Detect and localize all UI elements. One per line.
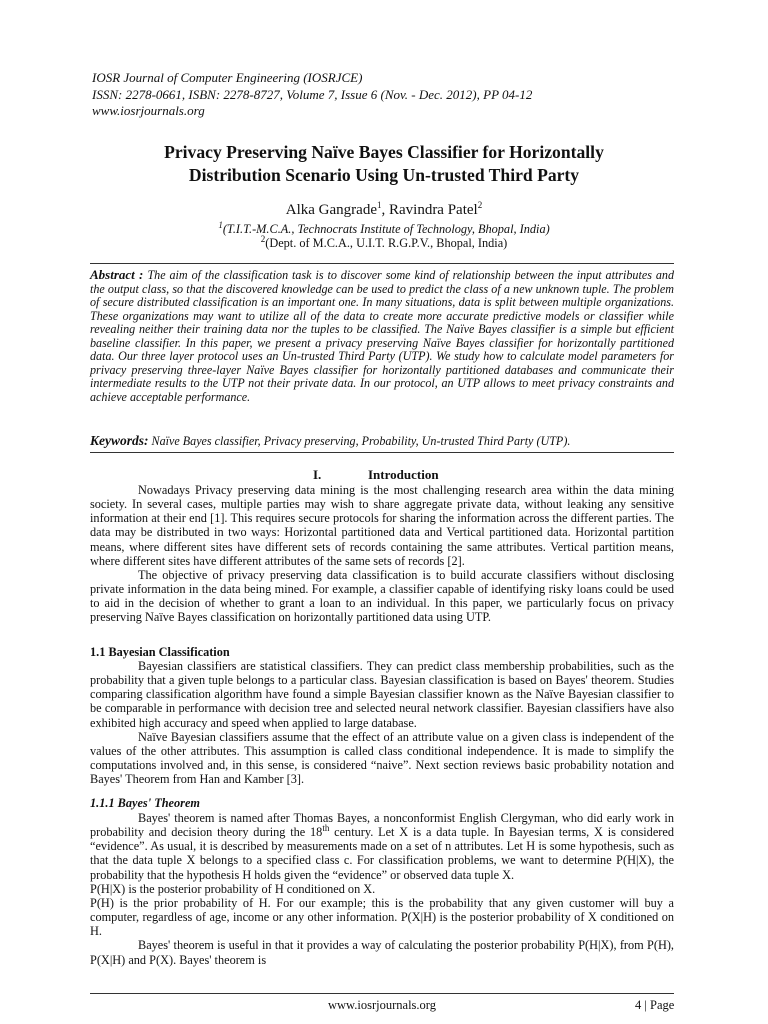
abstract-bottom-rule [90,452,674,453]
subsubsection-heading: 1.1.1 Bayes' Theorem [90,796,200,810]
bayes-paragraph-2: Naïve Bayesian classifiers assume that the effect of an attribute value on a given class is independent of the values of the other attributes. This assumption is called class conditional independence. It is made to simplify the computations involved and, in this sense, is considered “naive”. Next section reviews basic probability notation and Bayes' Theorem from Han and Kamber [3]. [90,729,674,787]
author-separator: , [381,202,389,218]
intro-body [90,483,674,625]
affiliation-2 [60,233,708,251]
title-line-1: Privacy Preserving Naïve Bayes Classifier for Horizontally [164,142,604,162]
section-title: Introduction [368,467,439,482]
theorem-body [90,811,674,967]
abstract-top-rule [90,263,674,264]
abstract-text: The aim of the classification task is to discover some kind of relationship between the input attributes and the output class, so that the discovered knowledge can be used to predict the class of a new unknown tuple. The problem of secure distributed classification is an important one. In many situations, data is split between multiple organizations. These organizations may want to utilize all of the data to create more accurate predictive models or classifier while revealing neither their training data nor the tuples to be classified. The Naïve Bayes classifier is a simple but efficient baseline classifier. In this paper, we present a privacy preserving Naïve Bayes classifier for horizontally partitioned data. Our three layer protocol uses an Un-trusted Third Party (UTP). We study how to calculate model parameters for privacy preserving three-layer Naïve Bayes classifier for horizontally partitioned databases and communicate their intermediate results to the UTP not their private data. In our protocol, an UTP allows to meet privacy constraints and achieve acceptable performance. [90,268,674,404]
author-1: Alka Gangrade [285,202,377,218]
affiliation-2-mark: 2 [260,233,266,244]
author-2: Ravindra Patel [388,202,478,218]
intro-paragraph-2: The objective of privacy preserving data classification is to build accurate classifiers without disclosing private information in the data being mined. For example, a classifier capable of identifying risky loans could be used to aid in the decision of whether to grant a loan to an individual. In this paper, we particularly focus on privacy preserving Naïve Bayes classification on horizontally partitioned data using UTP. [90,567,674,625]
abstract-label: Abstract : [90,267,148,282]
title-line-2: Distribution Scenario Using Un-trusted Third Party [188,165,580,185]
footer-url: www.iosrjournals.org [328,998,436,1012]
bayes-body [90,659,674,786]
authors [60,202,708,219]
section-number: I. [313,467,322,482]
affiliation-1 [60,219,708,237]
theorem-line-posterior: P(H|X) is the posterior probability of H conditioned on X. [90,881,376,896]
affiliation-2-text: (Dept. of M.C.A., U.I.T. R.G.P.V., Bhopal, India) [265,236,508,250]
subsection-heading: 1.1 Bayesian Classification [90,645,230,659]
keywords [90,434,690,448]
theorem-line-useful: Bayes' theorem is useful in that it provides a way of calculating the posterior probability P(H|X), from P(H), P(X|H) and P(X). Bayes' theorem is [90,938,674,967]
affiliation-1-mark: 1 [218,219,223,230]
bayes-paragraph-1: Bayesian classifiers are statistical classifiers. They can predict class membership probabilities, such as the probability that a given tuple belongs to a particular class. Bayesian classification is based on Bayes' theorem. Studies comparing classification algorithm have found a simple Bayesian classifier known as the Naïve Bayesian classifier to be comparable in performance with decision tree and selected neural network classifier. Bayesian classifiers have also exhibited high accuracy and speed when applied to large database. [90,659,674,730]
journal-name: IOSR Journal of Computer Engineering (IOSRJCE) [92,70,363,85]
keywords-label: Keywords: [90,433,149,448]
journal-site: www.iosrjournals.org [92,103,205,118]
journal-header [92,70,532,120]
footer-rule [90,993,674,994]
abstract [90,268,674,404]
theorem-p1-start: Bayes' theorem is named after Thomas Bayes, a nonconformist English Clergyman, who did early work in probability and decision theory during the 18 [90,811,674,840]
author-1-mark: 1 [376,200,382,210]
footer-page-number: 4 | Page [635,998,675,1012]
century-superscript: th [322,823,330,834]
author-2-mark: 2 [477,200,483,210]
intro-paragraph-1: Nowadays Privacy preserving data mining is the most challenging research area within the data mining society. In several cases, multiple parties may wish to share aggregate private data, without leaking any sensitive information at their end [1]. This requires secure protocols for sharing the information across the different parties. The data may be distributed in two ways: Horizontal partitioned data and Vertical partitioned data. Horizontal partition means, where different sites have different sets of records containing the same attributes. Vertical partition means, where different sites have different attributes of the same sets of records [2]. [90,483,674,568]
theorem-paragraph-1 [90,811,674,882]
journal-issn: ISSN: 2278-0661, ISBN: 2278-8727, Volume 7, Issue 6 (Nov. - Dec. 2012), PP 04-12 [92,86,533,102]
affiliation-1-text: (T.I.T.-M.C.A., Technocrats Institute of Technology, Bhopal, India) [222,222,550,236]
theorem-p1-end: century. Let X is a data tuple. In Bayesian terms, X is considered “evidence”. As usual, it is described by measurements made on a set of n attributes. Let H is some hypothesis, such as that the data tuple X belongs to a specified class c. For classification problems, we want to determine P(H|X), the probability that the hypothesis H holds given the “evidence” or observed data tuple X. [90,825,674,882]
keywords-text: Naïve Bayes classifier, Privacy preserving, Probability, Un-trusted Third Party (UTP). [148,434,571,448]
theorem-line-prior: P(H) is the prior probability of H. For our example; this is the probability that any given customer will buy a computer, regardless of age, income or any other information. P(X|H) is the posterior probability of X conditioned on H. [90,895,674,939]
paper-title [60,141,708,187]
